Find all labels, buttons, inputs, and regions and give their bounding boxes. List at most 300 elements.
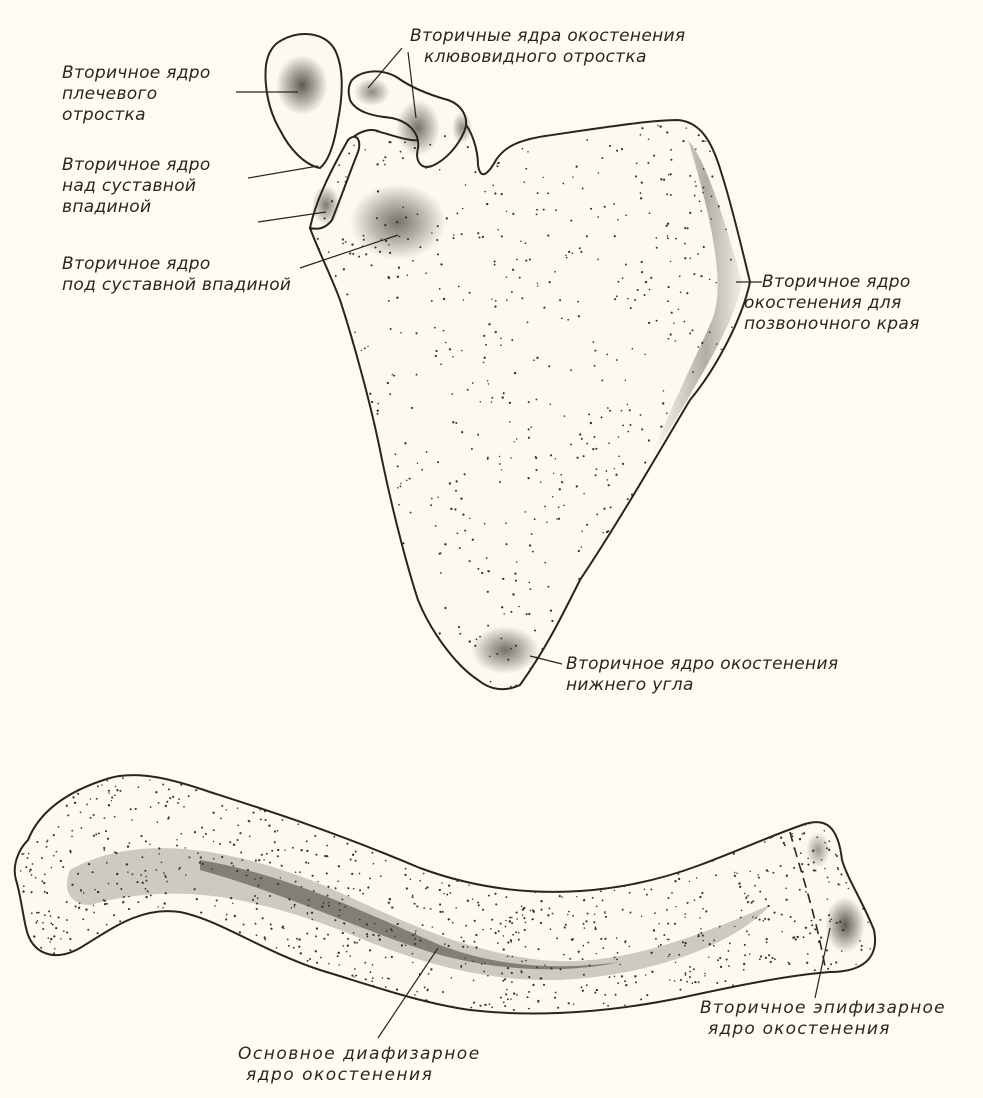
stipple-dot	[452, 356, 454, 358]
stipple-dot	[226, 914, 228, 916]
stipple-dot	[680, 979, 682, 981]
stipple-dot	[179, 867, 181, 869]
stipple-dot	[693, 968, 695, 970]
stipple-dot	[607, 407, 609, 409]
stipple-dot	[593, 341, 595, 343]
stipple-dot	[751, 902, 753, 904]
stipple-dot	[458, 286, 460, 288]
stipple-dot	[453, 237, 455, 239]
stipple-dot	[660, 426, 662, 428]
stipple-dot	[614, 298, 616, 300]
stipple-dot	[594, 914, 595, 915]
stipple-dot	[313, 890, 315, 892]
stipple-dot	[184, 847, 185, 848]
stipple-dot	[803, 936, 805, 938]
stipple-dot	[80, 890, 82, 892]
stipple-dot	[859, 940, 861, 942]
stipple-dot	[697, 935, 699, 937]
stipple-dot	[552, 496, 554, 498]
stipple-dot	[410, 512, 412, 514]
stipple-dot	[472, 898, 473, 899]
stipple-dot	[734, 926, 735, 927]
stipple-dot	[689, 976, 691, 978]
stipple-dot	[425, 272, 427, 274]
stipple-dot	[660, 178, 662, 180]
stipple-dot	[127, 871, 128, 872]
stipple-dot	[497, 163, 498, 164]
stipple-dot	[630, 307, 632, 309]
stipple-dot	[709, 331, 711, 333]
stipple-dot	[353, 932, 355, 934]
stipple-dot	[489, 1003, 491, 1005]
stipple-dot	[282, 926, 284, 928]
stipple-dot	[580, 251, 582, 253]
stipple-dot	[781, 931, 782, 932]
stipple-dot	[506, 211, 507, 212]
stipple-dot	[81, 827, 83, 829]
stipple-dot	[693, 273, 695, 275]
stipple-dot	[309, 958, 311, 960]
stipple-dot	[386, 930, 388, 932]
stipple-dot	[252, 899, 254, 901]
stipple-dot	[461, 431, 463, 433]
stipple-dot	[829, 920, 831, 922]
stipple-dot	[365, 253, 367, 255]
stipple-dot	[765, 898, 767, 900]
stipple-dot	[764, 918, 766, 920]
stipple-dot	[768, 918, 770, 920]
stipple-dot	[666, 193, 668, 195]
stipple-dot	[511, 917, 512, 918]
stipple-dot	[827, 898, 829, 900]
stipple-dot	[617, 219, 619, 221]
stipple-dot	[51, 867, 53, 869]
stipple-dot	[430, 968, 432, 970]
stipple-dot	[568, 1002, 570, 1004]
stipple-dot	[467, 389, 469, 391]
stipple-dot	[104, 903, 106, 905]
stipple-dot	[805, 824, 807, 826]
stipple-dot	[326, 845, 328, 847]
stipple-dot	[23, 853, 24, 854]
clavicle-epiphyseal-nucleus	[825, 897, 865, 953]
stipple-dot	[282, 819, 284, 821]
stipple-dot	[246, 874, 248, 876]
stipple-dot	[561, 481, 563, 483]
stipple-dot	[528, 428, 530, 430]
stipple-dot	[371, 264, 373, 266]
stipple-dot	[516, 438, 518, 440]
stipple-dot	[405, 945, 407, 947]
stipple-dot	[708, 956, 709, 957]
stipple-dot	[328, 963, 330, 965]
stipple-dot	[535, 469, 537, 471]
stipple-dot	[624, 1004, 626, 1006]
stipple-dot	[657, 125, 659, 127]
stipple-dot	[256, 934, 258, 936]
stipple-dot	[261, 854, 263, 856]
stipple-dot	[71, 884, 73, 886]
clavicle	[15, 775, 875, 1013]
stipple-dot	[377, 410, 379, 412]
stipple-dot	[194, 831, 196, 833]
stipple-dot	[439, 889, 441, 891]
stipple-dot	[141, 856, 143, 858]
stipple-dot	[592, 897, 594, 899]
stipple-dot	[547, 914, 549, 916]
stipple-dot	[559, 299, 561, 301]
stipple-dot	[85, 908, 87, 910]
stipple-dot	[25, 866, 27, 868]
coracoid-nucleus-2	[396, 100, 440, 156]
stipple-dot	[435, 355, 437, 357]
stipple-dot	[604, 911, 606, 913]
stipple-dot	[82, 918, 84, 920]
stipple-dot	[788, 962, 790, 964]
stipple-dot	[675, 962, 677, 964]
stipple-dot	[534, 891, 536, 893]
stipple-dot	[615, 474, 617, 476]
stipple-dot	[399, 236, 401, 238]
stipple-dot	[600, 890, 602, 892]
stipple-dot	[294, 904, 296, 906]
stipple-dot	[767, 905, 769, 907]
stipple-dot	[128, 908, 130, 910]
stipple-dot	[525, 242, 527, 244]
stipple-dot	[103, 899, 105, 901]
stipple-dot	[684, 257, 686, 259]
stipple-dot	[464, 473, 466, 475]
stipple-dot	[266, 853, 268, 855]
stipple-dot	[592, 448, 594, 450]
stipple-dot	[512, 956, 514, 958]
stipple-dot	[605, 916, 607, 918]
stipple-dot	[680, 291, 682, 293]
stipple-dot	[242, 859, 244, 861]
stipple-dot	[581, 438, 583, 440]
stipple-dot	[347, 938, 349, 940]
stipple-dot	[260, 877, 262, 879]
clavicle-epiphyseal-top	[806, 832, 830, 868]
stipple-dot	[320, 957, 322, 959]
stipple-dot	[596, 468, 598, 470]
stipple-dot	[442, 911, 444, 913]
stipple-dot	[784, 844, 786, 846]
label-vertebral-border-nucleus	[744, 272, 920, 335]
stipple-dot	[448, 945, 450, 947]
stipple-dot	[94, 889, 96, 891]
stipple-dot	[603, 508, 605, 510]
stipple-dot	[391, 930, 393, 932]
stipple-dot	[542, 177, 543, 178]
stipple-dot	[396, 988, 398, 990]
stipple-dot	[379, 251, 381, 253]
stipple-dot	[87, 929, 89, 931]
stipple-dot	[314, 835, 316, 837]
stipple-dot	[150, 806, 152, 808]
stipple-dot	[806, 962, 808, 964]
stipple-dot	[828, 849, 830, 851]
stipple-dot	[97, 785, 99, 787]
stipple-dot	[306, 850, 308, 852]
stipple-dot	[496, 653, 498, 655]
stipple-dot	[300, 849, 302, 851]
stipple-dot	[510, 457, 512, 459]
stipple-dot	[351, 873, 353, 875]
stipple-dot	[509, 917, 511, 919]
stipple-dot	[77, 793, 79, 795]
stipple-dot	[115, 852, 117, 854]
stipple-dot	[699, 201, 701, 203]
stipple-dot	[760, 955, 762, 957]
label-infraglenoid-nucleus	[62, 254, 291, 296]
stipple-dot	[728, 950, 730, 952]
stipple-dot	[383, 160, 385, 162]
stipple-dot	[288, 945, 290, 947]
stipple-dot	[503, 392, 505, 394]
stipple-dot	[684, 917, 685, 918]
stipple-dot	[531, 533, 533, 535]
stipple-dot	[462, 208, 464, 210]
stipple-dot	[524, 511, 526, 513]
stipple-dot	[500, 337, 502, 339]
stipple-dot	[546, 521, 548, 523]
stipple-dot	[317, 238, 319, 240]
stipple-dot	[343, 922, 345, 924]
label-line: плечевого	[62, 84, 158, 104]
stipple-dot	[90, 817, 92, 819]
stipple-dot	[323, 902, 325, 904]
stipple-dot	[666, 939, 667, 940]
stipple-dot	[816, 836, 818, 838]
stipple-dot	[563, 954, 565, 956]
stipple-dot	[781, 914, 783, 916]
stipple-dot	[414, 943, 415, 944]
stipple-dot	[374, 246, 376, 248]
stipple-dot	[277, 849, 279, 851]
stipple-dot	[724, 980, 726, 982]
stipple-dot	[41, 880, 43, 882]
stipple-dot	[240, 852, 242, 854]
stipple-dot	[507, 941, 509, 943]
stipple-dot	[549, 281, 551, 283]
stipple-dot	[144, 870, 146, 872]
stipple-dot	[439, 288, 441, 290]
stipple-dot	[75, 905, 77, 907]
stipple-dot	[536, 399, 538, 401]
stipple-dot	[682, 941, 684, 943]
stipple-dot	[135, 808, 137, 810]
stipple-dot	[414, 938, 416, 940]
stipple-dot	[555, 209, 557, 211]
stipple-dot	[77, 873, 79, 875]
stipple-dot	[491, 919, 493, 921]
stipple-dot	[588, 413, 590, 415]
stipple-dot	[483, 361, 485, 363]
stipple-dot	[583, 899, 585, 901]
stipple-dot	[619, 964, 621, 966]
stipple-dot	[108, 804, 110, 806]
stipple-dot	[388, 902, 390, 904]
stipple-dot	[46, 892, 48, 894]
stipple-dot	[512, 213, 514, 215]
stipple-dot	[378, 403, 380, 405]
stipple-dot	[93, 835, 95, 837]
stipple-dot	[492, 184, 494, 186]
stipple-dot	[583, 974, 585, 976]
stipple-dot	[487, 380, 489, 382]
stipple-dot	[614, 235, 616, 237]
stipple-dot	[538, 948, 540, 950]
stipple-dot	[666, 131, 668, 133]
stipple-dot	[550, 454, 552, 456]
stipple-dot	[229, 841, 231, 843]
stipple-dot	[494, 264, 496, 266]
stipple-dot	[759, 958, 761, 960]
stipple-dot	[602, 947, 604, 949]
stipple-dot	[780, 837, 782, 839]
stipple-dot	[828, 914, 830, 916]
stipple-dot	[185, 874, 186, 875]
stipple-dot	[510, 648, 512, 650]
stipple-dot	[705, 910, 707, 912]
stipple-dot	[587, 913, 589, 915]
stipple-dot	[694, 981, 696, 983]
stipple-dot	[465, 963, 466, 964]
stipple-dot	[495, 903, 497, 905]
stipple-dot	[514, 441, 515, 442]
stipple-dot	[270, 928, 272, 930]
stipple-dot	[684, 942, 686, 944]
stipple-dot	[372, 934, 374, 936]
stipple-dot	[650, 277, 652, 279]
stipple-dot	[564, 926, 566, 928]
stipple-dot	[326, 873, 328, 875]
stipple-dot	[596, 989, 598, 991]
stipple-dot	[479, 636, 481, 638]
label-line: клювовидного отростка	[424, 47, 647, 67]
stipple-dot	[507, 967, 509, 969]
stipple-dot	[550, 967, 552, 969]
stipple-dot	[414, 903, 416, 905]
stipple-dot	[607, 530, 609, 532]
stipple-dot	[616, 295, 618, 297]
stipple-dot	[397, 487, 399, 489]
stipple-dot	[518, 939, 520, 941]
stipple-dot	[525, 168, 527, 170]
stipple-dot	[826, 949, 828, 951]
stipple-dot	[673, 322, 674, 323]
stipple-dot	[216, 899, 218, 901]
stipple-dot	[44, 891, 46, 893]
stipple-dot	[101, 784, 103, 786]
stipple-dot	[622, 424, 624, 426]
stipple-dot	[467, 900, 469, 902]
stipple-dot	[467, 946, 468, 947]
stipple-dot	[556, 518, 558, 520]
stipple-dot	[869, 948, 870, 949]
stipple-dot	[476, 884, 477, 885]
stipple-dot	[656, 320, 658, 322]
stipple-dot	[624, 980, 626, 982]
stipple-dot	[702, 935, 704, 937]
stipple-dot	[104, 817, 106, 819]
stipple-dot	[409, 478, 411, 480]
stipple-dot	[635, 981, 637, 983]
stipple-dot	[452, 421, 454, 423]
stipple-dot	[270, 924, 272, 926]
stipple-dot	[586, 139, 588, 141]
stipple-dot	[529, 258, 531, 260]
label-line: под суставной впадиной	[62, 275, 292, 295]
stipple-dot	[576, 485, 578, 487]
stipple-dot	[621, 975, 623, 977]
stipple-dot	[505, 920, 506, 921]
stipple-dot	[551, 620, 553, 622]
stipple-dot	[292, 847, 294, 849]
stipple-dot	[648, 138, 650, 140]
stipple-dot	[239, 931, 241, 933]
stipple-dot	[176, 845, 178, 847]
stipple-dot	[256, 902, 258, 904]
inferior-angle-nucleus	[471, 626, 539, 674]
stipple-dot	[432, 927, 433, 928]
stipple-dot	[300, 952, 302, 954]
stipple-dot	[196, 898, 198, 900]
stipple-dot	[745, 898, 747, 900]
stipple-dot	[712, 860, 714, 862]
stipple-dot	[513, 992, 515, 994]
stipple-dot	[555, 992, 557, 994]
stipple-dot	[359, 889, 361, 891]
stipple-dot	[758, 877, 760, 879]
stipple-dot	[347, 887, 349, 889]
stipple-dot	[373, 863, 375, 865]
stipple-dot	[624, 941, 626, 943]
stipple-dot	[739, 886, 741, 888]
stipple-dot	[666, 412, 668, 414]
stipple-dot	[640, 998, 642, 1000]
stipple-dot	[412, 896, 414, 898]
stipple-dot	[605, 470, 607, 472]
stipple-dot	[461, 350, 463, 352]
stipple-dot	[458, 626, 460, 628]
stipple-dot	[499, 456, 500, 457]
leader-supraglenoid-1	[248, 166, 318, 178]
stipple-dot	[43, 882, 45, 884]
stipple-dot	[623, 885, 625, 887]
stipple-dot	[689, 971, 691, 973]
stipple-dot	[500, 997, 502, 999]
stipple-dot	[698, 981, 700, 983]
stipple-dot	[177, 802, 179, 804]
stipple-dot	[205, 833, 207, 835]
stipple-dot	[860, 949, 862, 951]
stipple-dot	[400, 483, 402, 485]
stipple-dot	[509, 402, 511, 404]
stipple-dot	[440, 572, 442, 574]
stipple-dot	[668, 939, 670, 941]
stipple-dot	[233, 865, 235, 867]
stipple-dot	[837, 883, 839, 885]
stipple-dot	[653, 155, 655, 157]
stipple-dot	[54, 948, 56, 950]
stipple-dot	[363, 239, 365, 241]
stipple-dot	[692, 371, 694, 373]
label-line: окостенения для	[744, 293, 902, 313]
stipple-dot	[86, 804, 88, 806]
stipple-dot	[365, 978, 367, 980]
